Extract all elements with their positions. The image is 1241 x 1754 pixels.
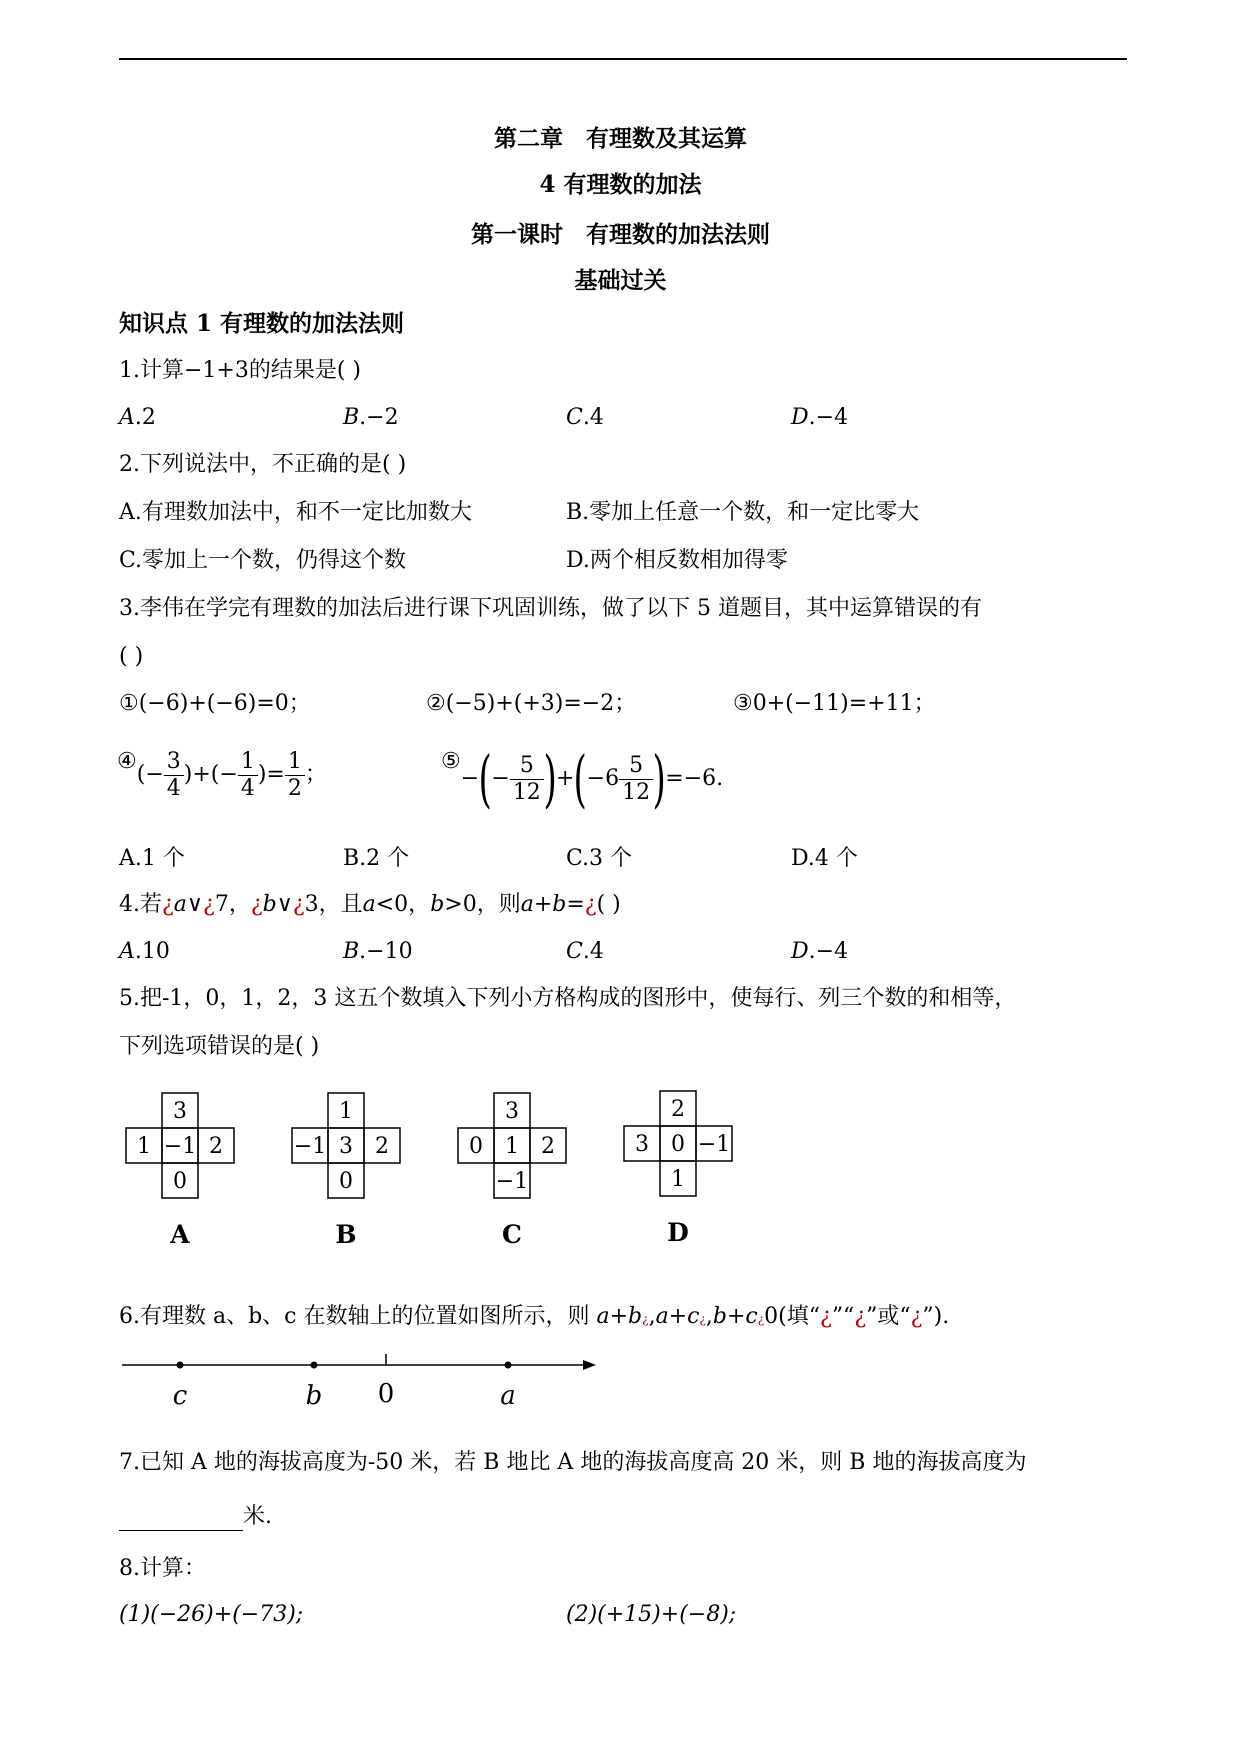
- grid-b-right: 2: [375, 1134, 389, 1159]
- q3-expr-3: ③0+(−11)=+11；: [733, 691, 936, 716]
- grid-c-right: 2: [541, 1134, 555, 1159]
- label-b: b: [305, 1381, 323, 1411]
- q3-expr-5: ⑤−(− $\frac{5}{12}$ )+(−6 $\frac{5}{12}$ )=−6.: [441, 742, 724, 815]
- q2-option-a: A.有理数加法中，和不一定比加数大: [119, 500, 472, 525]
- knowledge-point-heading: 知识点 1 有理数的加法法则: [119, 310, 405, 337]
- q2-option-c: C.零加上一个数，仍得这个数: [119, 548, 407, 573]
- grid-a-right: 2: [209, 1134, 223, 1159]
- grid-a-bottom: 0: [173, 1169, 187, 1194]
- header-rule: [119, 58, 1127, 60]
- number-line: [118, 1340, 618, 1420]
- grid-d: [624, 1091, 732, 1245]
- q7-line-2: 米.: [119, 1503, 272, 1531]
- grid-c: [458, 1093, 566, 1245]
- q1-option-d: D.−4: [791, 405, 849, 430]
- label-zero: 0: [377, 1379, 395, 1409]
- grid-a-top: 3: [173, 1099, 187, 1124]
- q1-option-c: C.4: [566, 405, 604, 430]
- q3-stem: 3.李伟在学完有理数的加法后进行课下巩固训练，做了以下 5 道题目，其中运算错误的有: [119, 596, 982, 621]
- point-c: [177, 1362, 184, 1369]
- q5-line-2: 下列选项错误的是( ): [119, 1034, 320, 1059]
- q8-part-1: (1)(−26)+(−73);: [119, 1602, 304, 1627]
- grid-c-bottom: −1: [495, 1169, 529, 1194]
- q8-stem: 8.计算：: [119, 1556, 206, 1581]
- q4-option-d: D.−4: [791, 939, 849, 964]
- answer-blank[interactable]: [119, 1506, 243, 1531]
- q3-option-a: A.1 个: [119, 846, 185, 871]
- level-title: 基础过关: [574, 267, 667, 294]
- grid-a: [126, 1093, 234, 1245]
- q3-option-d: D.4 个: [791, 846, 858, 871]
- q1-stem: 1.计算−1+3的结果是( ): [119, 358, 362, 383]
- point-b: [311, 1362, 318, 1369]
- label-a: a: [500, 1381, 516, 1411]
- q3-option-c: C.3 个: [566, 846, 633, 871]
- q3-expr-4: ④(− $\frac{3}{4}$ )+(− $\frac{1}{4}$ )= $\frac{1}{2}$ ；: [117, 748, 327, 801]
- q5-grid-figures: [0, 1085, 1241, 1245]
- grid-d-right: −1: [697, 1132, 731, 1157]
- grid-d-left: 3: [635, 1132, 649, 1157]
- q5-line-1: 5.把-1，0，1，2，3 这五个数填入下列小方格构成的图形中，使每行、列三个数的和相等，: [119, 986, 1017, 1011]
- point-a: [505, 1362, 512, 1369]
- q3-expr-1: ①(−6)+(−6)=0；: [119, 691, 311, 716]
- q2-stem: 2.下列说法中，不正确的是( ): [119, 452, 407, 477]
- grid-c-center: 1: [505, 1134, 519, 1159]
- q2-option-d: D.两个相反数相加得零: [566, 548, 788, 573]
- q4-option-b: B.−10: [343, 939, 413, 964]
- grid-a-center: −1: [163, 1134, 197, 1159]
- grid-c-label: C: [502, 1220, 522, 1245]
- q4-stem: 4.若¿a∨¿7，¿b∨¿3，且a<0，b>0，则a+b=¿( ): [119, 892, 621, 917]
- grid-b-center: 3: [339, 1134, 353, 1159]
- q7-line-1: 7.已知 A 地的海拔高度为-50 米，若 B 地比 A 地的海拔高度高 20 米，则 B 地的海拔高度为: [119, 1450, 1027, 1475]
- label-c: c: [172, 1381, 188, 1411]
- grid-b-left: −1: [293, 1134, 327, 1159]
- grid-b: [292, 1093, 400, 1245]
- q3-option-b: B.2 个: [343, 846, 410, 871]
- q4-option-a: A.10: [119, 939, 170, 964]
- grid-b-label: B: [335, 1220, 357, 1245]
- grid-b-bottom: 0: [339, 1169, 353, 1194]
- grid-d-center: 0: [671, 1132, 685, 1157]
- lesson-title: 第一课时 有理数的加法法则: [471, 221, 770, 248]
- q1-option-b: B.−2: [343, 405, 399, 430]
- grid-d-top: 2: [671, 1097, 685, 1122]
- grid-a-left: 1: [137, 1134, 151, 1159]
- grid-d-bottom: 1: [671, 1167, 685, 1192]
- q3-paren: ( ): [119, 644, 144, 669]
- q2-option-b: B.零加上任意一个数，和一定比零大: [566, 500, 920, 525]
- grid-b-top: 1: [339, 1099, 353, 1124]
- grid-c-left: 0: [469, 1134, 483, 1159]
- grid-a-label: A: [170, 1220, 190, 1245]
- q4-option-c: C.4: [566, 939, 604, 964]
- q6-stem: 6.有理数 a、b、c 在数轴上的位置如图所示，则 a+b¿,a+c¿,b+c¿0(填“¿”“¿”或“¿”).: [119, 1304, 950, 1329]
- q8-part-2: (2)(+15)+(−8);: [566, 1602, 737, 1627]
- axis-arrow-icon: [583, 1360, 596, 1370]
- q1-option-a: A.2: [119, 405, 156, 430]
- grid-c-top: 3: [505, 1099, 519, 1124]
- section-title: 4 有理数的加法: [539, 171, 702, 198]
- grid-d-label: D: [667, 1218, 689, 1245]
- chapter-title: 第二章 有理数及其运算: [494, 125, 747, 152]
- q3-expr-2: ②(−5)+(+3)=−2；: [426, 691, 637, 716]
